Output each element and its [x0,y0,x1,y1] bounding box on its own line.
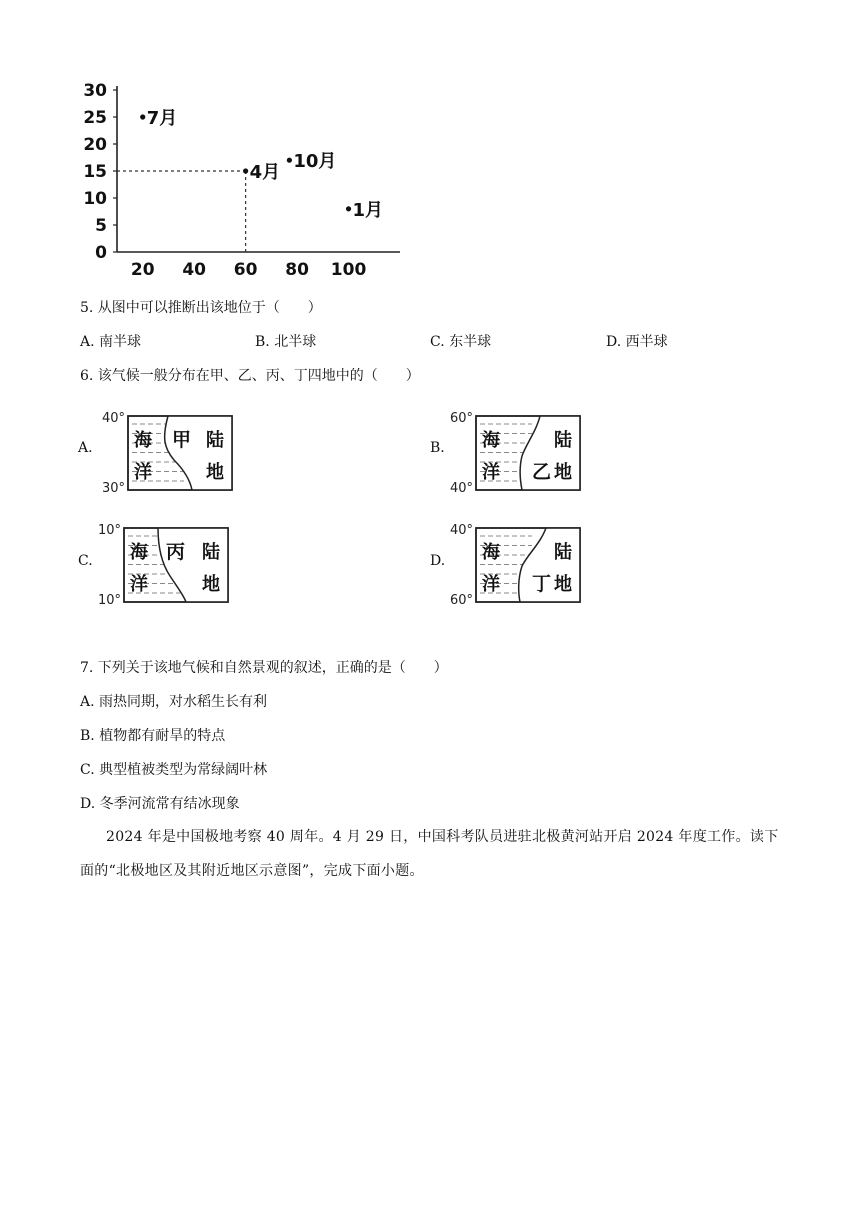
land-label: 地 [206,462,224,483]
sea-label: 洋 [130,574,148,595]
y-tick-label: 0 [95,243,107,263]
passage-line-2: 面的“北极地区及其附近地区示意图”，完成下面小题。 [80,863,424,879]
land-label: 地 [554,574,572,595]
data-point-label: 10月 [293,151,337,173]
latitude-bottom-label: 10° [98,593,122,608]
land-label: 陆 [202,542,220,563]
sea-label: 海 [482,430,500,451]
latitude-bottom-label: 60° [450,593,474,608]
latitude-top-label: 40° [102,411,126,426]
place-mark-label: 丁 [532,573,552,595]
place-mark-label: 甲 [172,429,192,451]
q7-option-c: C. 典型植被类型为常绿阔叶林 [80,762,268,778]
q6-option-b-label: B. [430,440,445,456]
y-tick-label: 15 [83,162,107,182]
q6-map-a [100,408,240,496]
y-tick-label: 10 [83,189,107,209]
land-label: 地 [202,574,220,595]
q5-option-c: C. 东半球 [430,334,492,350]
land-label: 陆 [554,430,572,451]
x-tick-label: 100 [330,260,367,280]
sea-label: 洋 [134,462,152,483]
sea-label: 洋 [482,462,500,483]
q6-map-b [448,408,588,496]
question-5-stem: 5. 从图中可以推断出该地位于（ ） [80,300,322,316]
q7-option-b: B. 植物都有耐旱的特点 [80,728,226,744]
x-tick-label: 80 [285,260,309,280]
y-tick-label: 30 [83,81,107,101]
data-point [287,158,292,163]
data-point [346,206,351,211]
q5-option-b: B. 北半球 [255,334,317,350]
data-point-label: 7月 [146,108,178,129]
q5-option-d: D. 西半球 [606,334,668,350]
data-point-label: 4月 [249,162,281,183]
data-point [243,168,248,173]
q6-map-d [448,520,588,608]
x-tick-label: 40 [182,260,207,280]
q6-option-c-label: C. [78,553,93,569]
question-7-stem: 7. 下列关于该地气候和自然景观的叙述，正确的是（ ） [80,660,448,676]
x-tick-label: 60 [233,260,258,280]
land-label: 陆 [206,430,224,451]
latitude-bottom-label: 30° [102,481,126,496]
q6-map-c [96,520,236,608]
q6-option-d-label: D. [430,553,446,569]
q5-option-a: A. 南半球 [80,334,142,350]
sea-label: 海 [482,542,500,563]
q7-option-a: A. 雨热同期，对水稻生长有利 [80,694,268,710]
latitude-top-label: 10° [98,523,122,538]
question-6-stem: 6. 该气候一般分布在甲、乙、丙、丁四地中的（ ） [80,368,420,384]
q6-option-a-label: A. [78,440,93,456]
climate-scatter-chart [70,70,420,280]
sea-label: 洋 [482,574,500,595]
data-point [140,114,145,119]
sea-label: 海 [130,542,148,563]
passage-line-1: 2024 年是中国极地考察 40 周年。4 月 29 日，中国科考队员进驻北极黄河站开启 2024 年度工作。读下 [106,829,779,845]
y-tick-label: 25 [83,108,107,128]
sea-label: 海 [134,430,152,451]
y-tick-label: 5 [95,216,107,236]
q7-option-d: D. 冬季河流常有结冰现象 [80,796,240,812]
data-point-label: 1月 [352,199,384,221]
land-label: 陆 [554,542,572,563]
y-tick-label: 20 [83,135,107,155]
latitude-top-label: 60° [450,411,474,426]
latitude-top-label: 40° [450,523,474,538]
x-tick-label: 20 [130,260,155,280]
land-label: 地 [554,462,572,483]
latitude-bottom-label: 40° [450,481,474,496]
place-mark-label: 乙 [532,461,552,483]
place-mark-label: 丙 [166,541,186,563]
